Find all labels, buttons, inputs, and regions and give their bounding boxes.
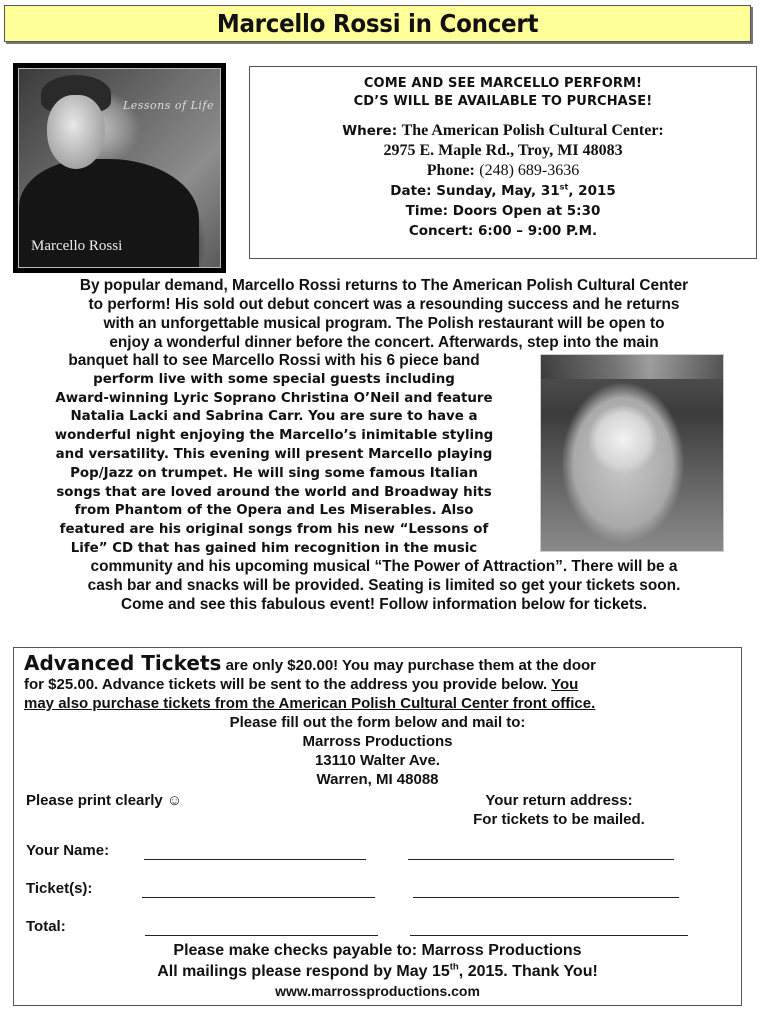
- name-label: Your Name:: [26, 842, 110, 859]
- print-clearly-note: Please print clearly ☺: [26, 792, 183, 809]
- tickets-label: Ticket(s):: [26, 880, 93, 897]
- description-line: songs that are loved around the world and Broadway hits: [56, 484, 492, 500]
- description-line: Life” CD that has gained him recognition in the music: [70, 540, 478, 556]
- field-row-tickets: [24, 869, 731, 907]
- description-line: perform live with some special guests including: [93, 371, 455, 387]
- headline-perform: COME AND SEE MARCELLO PERFORM!: [363, 76, 643, 91]
- ticket-price-text: are only $20.00! You may purchase them at the door: [221, 657, 596, 674]
- name-input-line[interactable]: [144, 859, 366, 860]
- description-bottom: [14, 557, 754, 614]
- field-row-total: [24, 907, 731, 945]
- where-value: The American Polish Cultural Center:: [401, 122, 664, 139]
- return-address-heading: [444, 791, 674, 829]
- respond-tail: , 2015. Thank You!: [458, 963, 598, 980]
- description-line: wonderful night enjoying the Marcello’s inimitable styling: [54, 428, 494, 444]
- cd-album-title: Lessons of Life: [122, 99, 214, 112]
- title-banner: [4, 5, 751, 42]
- date-row: [250, 181, 756, 201]
- description-line: By popular demand, Marcello Rossi returns to The American Polish Cultural Center: [79, 277, 689, 294]
- concert-row: Concert: 6:00 – 9:00 P.M.: [408, 223, 598, 239]
- date-ordinal: st: [559, 181, 569, 192]
- description-line: featured are his original songs from his new “Lessons of: [59, 522, 489, 538]
- ticket-order-form: [13, 647, 742, 1006]
- return-address-line-1[interactable]: [408, 859, 674, 860]
- website-link[interactable]: www.marrossproductions.com: [275, 983, 480, 999]
- tickets-input-line[interactable]: [142, 897, 375, 898]
- description-top: [14, 276, 754, 352]
- respond-text: All mailings please respond by May 15: [157, 963, 450, 980]
- return-address-line-3[interactable]: [410, 935, 688, 936]
- door-price-text: for $25.00. Advance tickets will be sent to the address you provide below.: [24, 676, 552, 693]
- guest-singer-photo: [540, 354, 724, 552]
- description-line: Come and see this fabulous event! Follow information below for tickets.: [121, 596, 647, 613]
- description-line: Natalia Lacki and Sabrina Carr. You are sure to have a: [70, 409, 478, 425]
- return-address-subtitle: For tickets to be mailed.: [473, 811, 645, 828]
- description-line: cash bar and snacks will be provided. Seating is limited so get your tickets soon.: [87, 577, 681, 594]
- phone-label: Phone:: [426, 162, 475, 179]
- respond-deadline: [24, 961, 731, 982]
- front-office-note-start: You: [551, 676, 579, 693]
- field-row-name: [24, 831, 731, 869]
- return-address-line-2[interactable]: [413, 897, 679, 898]
- cd-artist-name: Marcello Rossi: [31, 238, 123, 254]
- description-line: to perform! His sold out debut concert was a resounding success and he returns: [88, 296, 680, 313]
- where-row: [250, 121, 756, 141]
- front-office-note: may also purchase tickets from the American Polish Cultural Center front office.: [24, 695, 596, 712]
- description-line: Award-winning Lyric Soprano Christina O’Neil and feature: [55, 390, 493, 406]
- photo-background: [541, 355, 723, 379]
- cd-cover-image: [13, 63, 226, 273]
- print-row: [24, 791, 731, 831]
- ticket-price-line: [24, 651, 731, 675]
- description-line: Pop/Jazz on trumpet. He will sing some famous Italian: [70, 465, 478, 481]
- total-input-line[interactable]: [145, 935, 378, 936]
- page-title: Marcello Rossi in Concert: [216, 9, 539, 38]
- return-address-title: Your return address:: [485, 792, 633, 809]
- description-line: enjoy a wonderful dinner before the concert. Afterwards, step into the main: [109, 334, 659, 351]
- mail-city: Warren, MI 48088: [316, 771, 439, 788]
- door-price-line: [24, 675, 731, 694]
- phone-value: (248) 689-3636: [479, 162, 580, 179]
- description-line: and versatility. This evening will present Marcello playing: [55, 446, 493, 462]
- description-line: with an unforgettable musical program. The Polish restaurant will be open to: [103, 315, 665, 332]
- date-year: , 2015: [568, 183, 616, 199]
- headline-cds: CD’S WILL BE AVAILABLE TO PURCHASE!: [353, 94, 653, 109]
- event-info-box: [249, 66, 757, 259]
- time-row: Time: Doors Open at 5:30: [405, 203, 601, 219]
- date-text: Date: Sunday, May, 31: [390, 183, 560, 199]
- description-line: from Phantom of the Opera and Les Miserables. Also: [74, 503, 474, 519]
- venue-address: 2975 E. Maple Rd., Troy, MI 48083: [383, 142, 623, 159]
- respond-ordinal: th: [449, 961, 459, 973]
- phone-row: [250, 161, 756, 181]
- cd-cover-art: [18, 68, 221, 268]
- tickets-heading: Advanced Tickets: [24, 651, 222, 675]
- description-line: community and his upcoming musical “The Power of Attraction”. There will be a: [90, 558, 678, 575]
- mail-street: 13110 Walter Ave.: [314, 752, 441, 769]
- cd-figure-face: [47, 95, 105, 169]
- description-line: banquet hall to see Marcello Rossi with his 6 piece band: [68, 352, 480, 369]
- where-label: Where:: [342, 123, 398, 139]
- mail-instructions: Please fill out the form below and mail to:: [229, 714, 526, 731]
- checks-payable-note: Please make checks payable to: Marross Productions: [173, 942, 582, 959]
- mail-recipient-name: Marross Productions: [302, 733, 453, 750]
- description-wrapped: [14, 352, 534, 559]
- total-label: Total:: [26, 918, 66, 935]
